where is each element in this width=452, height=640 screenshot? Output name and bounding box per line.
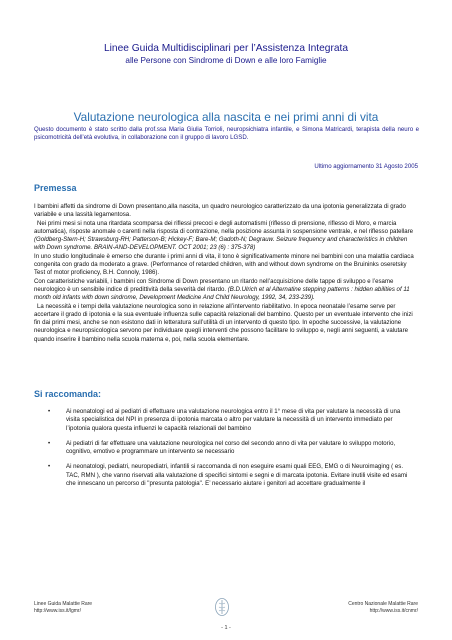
header-line-1: Linee Guida Multidisciplinari per l’Assistenza Integrata — [103, 43, 349, 54]
intro-paragraph: Questo documento è stato scritto dalla prof.ssa Maria Giulia Torrioli, neuropsichiatra infantile, e Simona Matricardi, terapista della neuro e psicomotricità dell’età evolutiva, in collaborazione con il gruppo di lavoro LGSD. — [34, 126, 419, 142]
section-heading-raccomanda: Si raccomanda: — [34, 389, 102, 399]
footer-left — [34, 601, 92, 615]
list-item — [48, 463, 414, 488]
premessa-paragraph-5: La necessità e i tempi della valutazione neurologica sono in relazione all’intervento riabilitativo. In epoca neonatale l’esame serve per accertare il grado di ipotonia e la sua eventuale influenza sulle capacità relazionali del bambino. Questo per un eventuale intervento che inizi fin dai primi mesi, anche se non esistono dati in letteratura sull’utilità di un intervento di questo tipo. In epoche successive, la valutazione neurologica e neuropsicologica servono per individuare quegli interventi che possono facilitare lo sviluppo e, negli anni seguenti, a valutare quando inserire il bambino nella scuola materna e, poi, nella scuola elementare. — [34, 302, 413, 343]
premessa-citation-2: (B.D.Ulrich et al Alternatine stepping patterns : hidden abilities of 11 month old infants with down sindrome, Development Medicine And Child Neurology, 1992, 34, 233-239). — [34, 285, 410, 302]
premessa-paragraph-1: I bambini affetti da sindrome di Down presentano,alla nascita, un quadro neurologico caratterizzato da una ipotonia generalizzata di grado variabile e una lassità legamentosa. — [34, 203, 406, 219]
list-item — [48, 440, 414, 457]
page-title: Valutazione neurologica alla nascita e nei primi anni di vita — [73, 110, 379, 124]
premessa-paragraph-2-text: Nei primi mesi si nota una ritardata scomparsa dei riflessi precoci e degli automatismi (riflesso di prensione, riflesso di Moro, e marcia automatica), risposte anomale o carenti nella risposta di contrazione, nella posizione assunta in sospensione ventrale, e nel riflesso patellare — [34, 219, 414, 235]
iss-logo-icon — [214, 597, 230, 617]
page-number: - 1 - — [221, 625, 231, 631]
section-heading-premessa: Premessa — [34, 183, 77, 193]
premessa-paragraph-4-text: Con caratteristiche variabili, i bambini con Sindrome di Down presentano un ritardo nell’acquisizione delle tappe di sviluppo e l’esame neurologico è un sensibile indice di predittività della severità del ritardo. — [34, 277, 394, 293]
list-item-text: Ai neonatologi, pediatri, neuropediatri, infantili si raccomanda di non eseguire esami quali EEG, EMG o di Neuroimaging ( es. TAC, RMN ), che vanno riservati alla valutazione di specifici sintomi e segni e di marcata ipotonia. Evitare inutili visite ed esami che innescano un percorso di "presunta patologia". E’ necessario aiutare i genitori ad accettare gradualmente il — [66, 463, 408, 488]
premessa-paragraph-2 — [34, 220, 414, 253]
premessa-paragraph-3: In uno studio longitudinale è emerso che durante i primi anni di vita, il tono è significativamente minore nei bambini con una malattia cardiaca congenita con grado da moderato a grave. (Performance of retarded children, with and without down syndrome on the Bruininks oseretsky Test of motor proficiency, B.H. Connoly, 1986). — [34, 252, 414, 277]
bullet-icon: • — [48, 439, 51, 447]
header-line-2: alle Persone con Sindrome di Down e alle loro Famiglie — [125, 56, 327, 65]
footer-left-title: Linee Guida Malattie Rare — [34, 601, 93, 607]
footer-right-title: Centro Nazionale Malattie Rare — [348, 601, 418, 607]
footer-right — [348, 601, 418, 615]
premessa-body — [34, 203, 414, 344]
list-item-text: Ai neonatologi ed ai pediatri di effettuare una valutazione neurologica entro il 1° mese di vita per valutare la necessità di una visita specialistica del NPI in presenza di ipotonia marcata o altro per valutare la necessità di un intervento immediato per l’ipotonia qualora questa influenzi le capacità relazionali del bambino — [66, 408, 401, 432]
list-item-text: Ai pediatri di far effettuare una valutazione neurologica nel corso del secondo anno di vita per valutare lo sviluppo motorio, cognitivo, emotivo e programmare un intervento se necessario — [66, 439, 396, 456]
bullet-icon: • — [48, 408, 51, 415]
list-item — [48, 408, 414, 433]
last-updated: Ultimo aggiornamento 31 Agosto 2005 — [314, 163, 418, 170]
bullet-icon: • — [48, 463, 51, 471]
premessa-paragraph-4 — [34, 278, 414, 303]
premessa-citation-1: (Goldberg-Stern-H; Strawsburg-RH; Patterson-B; Hickey-F; Bare-M; Gadoth-N; Degrauw. Seizure frequency and characteristics in children with Down syndrome. BRAIN-AND-DEVELOPMENT. OCT 2001; 23 (6) : 375-378) — [34, 236, 408, 252]
footer-right-url: http://www.iss.it/cnmr/ — [369, 608, 418, 614]
recommendation-list — [48, 408, 414, 495]
footer-left-url: http://www.iss.it/lgmr/ — [34, 608, 81, 614]
